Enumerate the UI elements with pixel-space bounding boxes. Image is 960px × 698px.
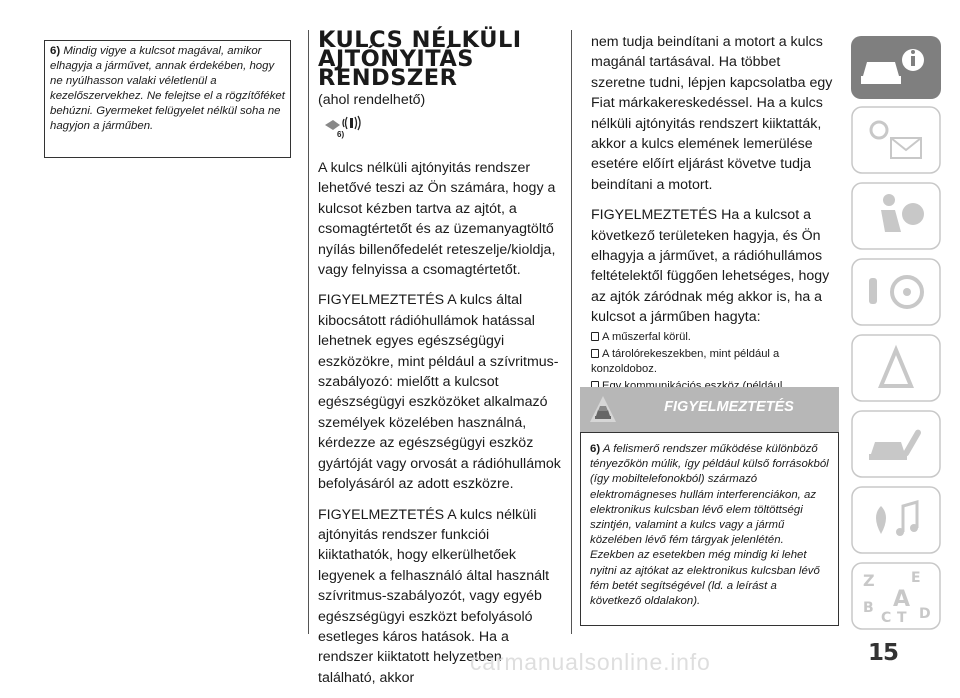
key-steering-icon[interactable] [851,258,941,326]
note-text: Mindig vigye a kulcsot magával, amikor elhagyja a járművet, annak érdekében, hogy ne nyúlhasson valaki véletlenül a kezelőszervekhez. Ne felejtse el a rögzítőféket behúzni. Gyermeket felügyelet nélkül soha ne hagyjon a járműben. [50,45,285,132]
note-ref: 6) [50,45,61,57]
svg-text:C: C [881,610,892,626]
intro-paragraph: A kulcs nélküli ajtónyitás rendszer lehetővé teszi az Ön számára, hogy a kulcsot kézben tartva az ajtót, a csomagtértetőt és az üzemanyagtöltő nyílás billenőfedelét reteszelje/kioldja, vagy felnyissa a csomagtértetőt. [318,160,556,279]
section-subtitle: (ahol rendelhető) [318,92,426,108]
svg-text:T: T [897,610,907,626]
list-item: A tárolórekeszekben, mint például a konzoldoboz. [591,348,780,375]
column-divider-right [571,30,572,634]
list-item: A műszerfal körül. [591,330,837,345]
watermark: carmanualsonline.info [470,649,711,675]
wrench-car-icon[interactable] [851,410,941,478]
bullet-icon [591,332,599,341]
alphabet-index-icon[interactable] [851,562,941,630]
right-column [591,32,837,411]
warning-paragraph-2: FIGYELMEZTETÉS A kulcs nélküli ajtónyitás rendszer funkciói kiiktathatók, hogy elkerülhetőek legyenek a felhasználó által használt szívritmus-szabályozót, vagy egyéb egészségügyi eszközt befolyásoló esetleges káros hatások. Ha a rendszer kiiktatott helyzetben található, akkor [318,506,550,686]
svg-text:B: B [863,600,874,616]
media-nav-icon[interactable] [851,486,941,554]
keyfob-signal-icon [322,113,366,139]
svg-text:D: D [919,606,931,622]
warning-triangle-icon[interactable] [851,334,941,402]
airbag-seat-icon[interactable] [851,182,941,250]
car-info-icon[interactable] [851,36,941,99]
bullet-icon [591,349,599,358]
section-heading [318,27,558,91]
column-divider-left [308,30,309,634]
middle-column [318,158,563,698]
heading-line-3: RENDSZER [318,65,458,91]
continuation-paragraph: nem tudja beindítani a motort a kulcs magánál tartásával. Ha többet szeretne tudni, lépjen kapcsolatba egy Fiat márkakereskedéssel. Ha a kulcs nélküli ajtónyitás rendszert kiiktatták, akkor a kulcs elemének lemerülése esetére előírt eljárást követve tudja beindítani a motort. [591,34,833,193]
chapter-sidebar [851,36,941,636]
page-number: 15 [868,640,899,666]
warning-box [580,432,839,626]
heading-line-2: AJTÓNYITÁS [318,46,474,72]
heading-line-1: KULCS NÉLKÜLI [318,27,522,53]
svg-text:E: E [911,570,921,586]
svg-text:A: A [893,587,911,612]
warning-title: FIGYELMEZTETÉS [664,399,794,415]
icon-ref: 6) [337,130,345,139]
car-warning-icon [588,394,618,424]
svg-text:Z: Z [863,571,875,590]
note-box [44,40,291,158]
warning-paragraph-1: FIGYELMEZTETÉS A kulcs által kibocsátott rádióhullámok hatással lehetnek egyes egészségügyi eszközökre, mint például a szívritmus-szabályozó: mielőtt a kulcsot egészségügyi eszközöket alkalmazó személyek közelében használná, kérdezze az egészségügyi eszköz gyártóját vagy orvosát a rádióhullámok befolyásáról az adott eszközre. [318,292,561,493]
dashboard-lights-icon[interactable] [851,106,941,174]
warning-text: A felismerő rendszer működése különböző tényezőkön múlik, így például külső forrásokból (így mobiltelefonokból) származó elektromágneses hullám interferenciákon, az elektronikus kulcsban lévő elem töltöttségi szintjén, valamint a kulcs vagy a jármű közelében lévő fém tárgyak jelenlétén. Ezekben az esetekben még mindig ki lehet nyitni az ajtókat az elektronikus kulcsban lévő fém betét segítségével (ld. a leírást a következő oldalakon). [590,443,829,608]
warning-ref: 6) [590,443,601,455]
warning-paragraph-3: FIGYELMEZTETÉS Ha a kulcsot a következő területeken hagyja, és Ön elhagyja a járművet, a rádióhullámos feltételektől függően lehetséges, hogy az ajtók záródnak még akkor is, ha a kulcsot a járműben hagyta: [591,207,830,326]
